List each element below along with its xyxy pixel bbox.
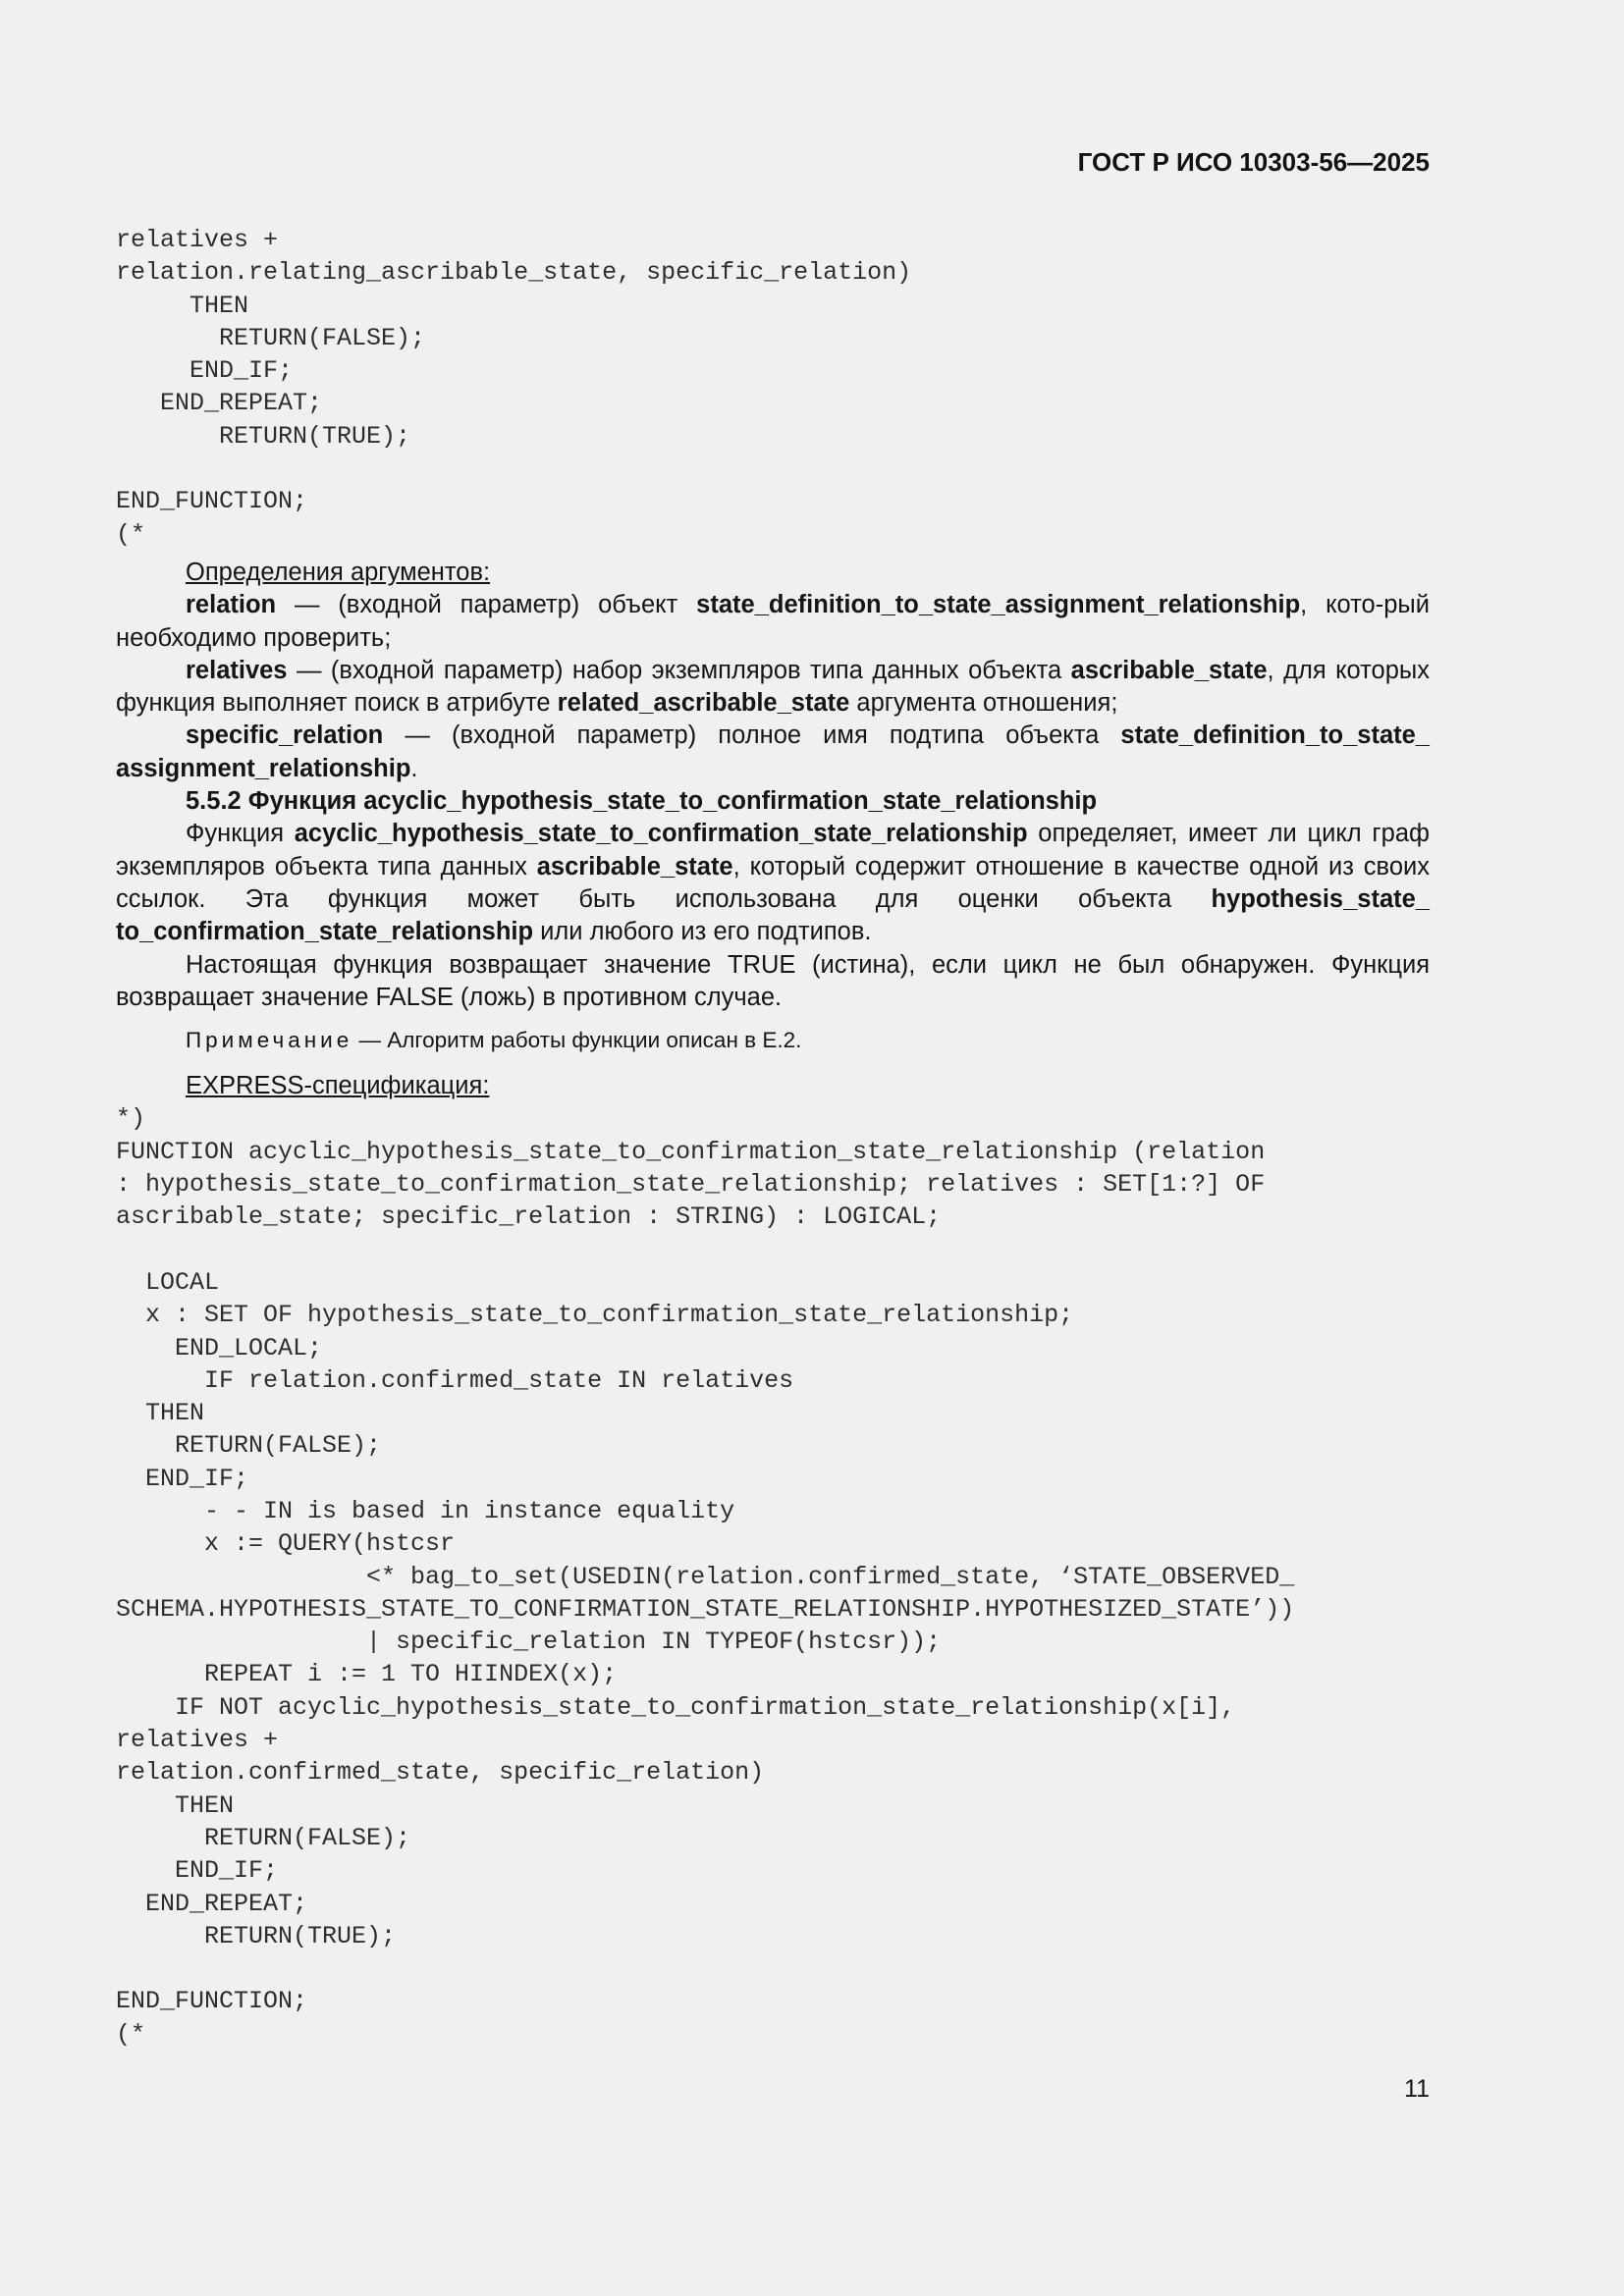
arg-specific-term: specific_relation xyxy=(186,721,384,750)
page-number: 11 xyxy=(1404,2075,1430,2103)
arg-relatives xyxy=(116,655,1430,721)
express-label xyxy=(116,1070,1430,1102)
arg-relation xyxy=(116,589,1430,655)
section-paragraph-1 xyxy=(116,818,1430,948)
express-label-block xyxy=(116,1070,1430,1102)
arg-relation-desc: — (входной параметр) объект xyxy=(276,591,697,619)
arguments-title xyxy=(116,557,1430,589)
p1-text-a: Функция xyxy=(186,820,295,848)
p1-text-b: определяет, имеет ли цикл граф экземпляров объекта типа данных xyxy=(116,820,1430,881)
arg-relatives-desc-end: аргумента отношения; xyxy=(849,689,1118,718)
p1-entity-2: hypothesis_state_ to_confirmation_state_relationship xyxy=(116,884,1430,946)
arguments-title-text: Определения аргументов: xyxy=(186,558,491,586)
arg-specific-desc-end: . xyxy=(410,754,418,782)
p1-text-d: или любого из его подтипов. xyxy=(533,918,872,946)
document-header: ГОСТ Р ИСО 10303-56—2025 xyxy=(1077,147,1430,177)
arg-relatives-desc: — (входной параметр) набор экземпляров типа данных объекта xyxy=(287,656,1071,684)
code-block-2: *) FUNCTION acyclic_hypothesis_state_to_confirmation_state_relationship (relation : hypothesis_state_to_confirmation_state_relationship; relatives : SET[1:?] OF ascribable_state; specific_relation : STRING) : LOGICAL; LOCAL x : SET OF hypothesis_state_to_confirmation_state_relationship; END_LOCAL; IF relation.confirmed_state IN relatives THEN RETURN(FALSE); END_IF; - - IN is based in instance equality x := QUERY(hstcsr <* bag_to_set(USEDIN(relation.confirmed_state, ‘STATE_OBSERVED_ SCHEMA.HYPOTHESIS_STATE_TO_CONFIRMATION_STATE_RELATIONSHIP.HYPOTHESIZED_STATE’)) | specific_relation IN TYPEOF(hstcsr)); REPEAT i := 1 TO HIINDEX(x); IF NOT acyclic_hypothesis_state_to_confirmation_state_relationship(x[i], relatives + relation.confirmed_state, specific_relation) THEN RETURN(FALSE); END_IF; END_REPEAT; RETURN(TRUE); END_FUNCTION; (* xyxy=(116,1104,1295,2049)
arg-relatives-term: relatives xyxy=(186,656,288,684)
p1-text-c: , который содержит отношение в качестве одной из своих ссылок. Эта функция может быть использована для оценки объекта xyxy=(116,852,1430,913)
note xyxy=(116,1024,1430,1056)
page-content xyxy=(116,224,1430,2051)
note-label: Примечание xyxy=(186,1028,353,1053)
arg-specific-relation xyxy=(116,720,1430,785)
p1-function-name: acyclic_hypothesis_state_to_confirmation_state_relationship xyxy=(294,820,1028,848)
express-label-text: EXPRESS-спецификация: xyxy=(186,1072,490,1100)
code-block-1: relatives + relation.relating_ascribable_state, specific_relation) THEN RETURN(FALSE); END_IF; END_REPEAT; RETURN(TRUE); END_FUNCTION; (* xyxy=(116,226,912,549)
arg-relation-desc-end: , кото-рый необходимо проверить; xyxy=(116,591,1430,652)
arg-specific-entity: state_definition_to_state_ assignment_relationship xyxy=(116,721,1430,782)
section-paragraph-2: Настоящая функция возвращает значение TRUE (истина), если цикл не был обнаружен. Функция возвращает значение FALSE (ложь) в противном случае. xyxy=(116,950,1430,1011)
arg-specific-desc: — (входной параметр) полное имя подтипа объекта xyxy=(383,721,1121,750)
arg-relation-entity: state_definition_to_state_assignment_relationship xyxy=(696,591,1301,619)
section-heading-5-5-2: 5.5.2 Функция acyclic_hypothesis_state_to_confirmation_state_relationship xyxy=(186,787,1098,816)
arg-relatives-attr: related_ascribable_state xyxy=(557,689,850,718)
arg-relation-term: relation xyxy=(186,591,277,619)
arg-relatives-entity: ascribable_state xyxy=(1070,656,1268,684)
arguments-section xyxy=(116,557,1430,1014)
note-text: — Алгоритм работы функции описан в Е.2. xyxy=(352,1028,802,1053)
arg-relatives-desc-mid: , для которых функция выполняет поиск в атрибуте xyxy=(116,656,1430,718)
p1-entity: ascribable_state xyxy=(536,852,733,881)
